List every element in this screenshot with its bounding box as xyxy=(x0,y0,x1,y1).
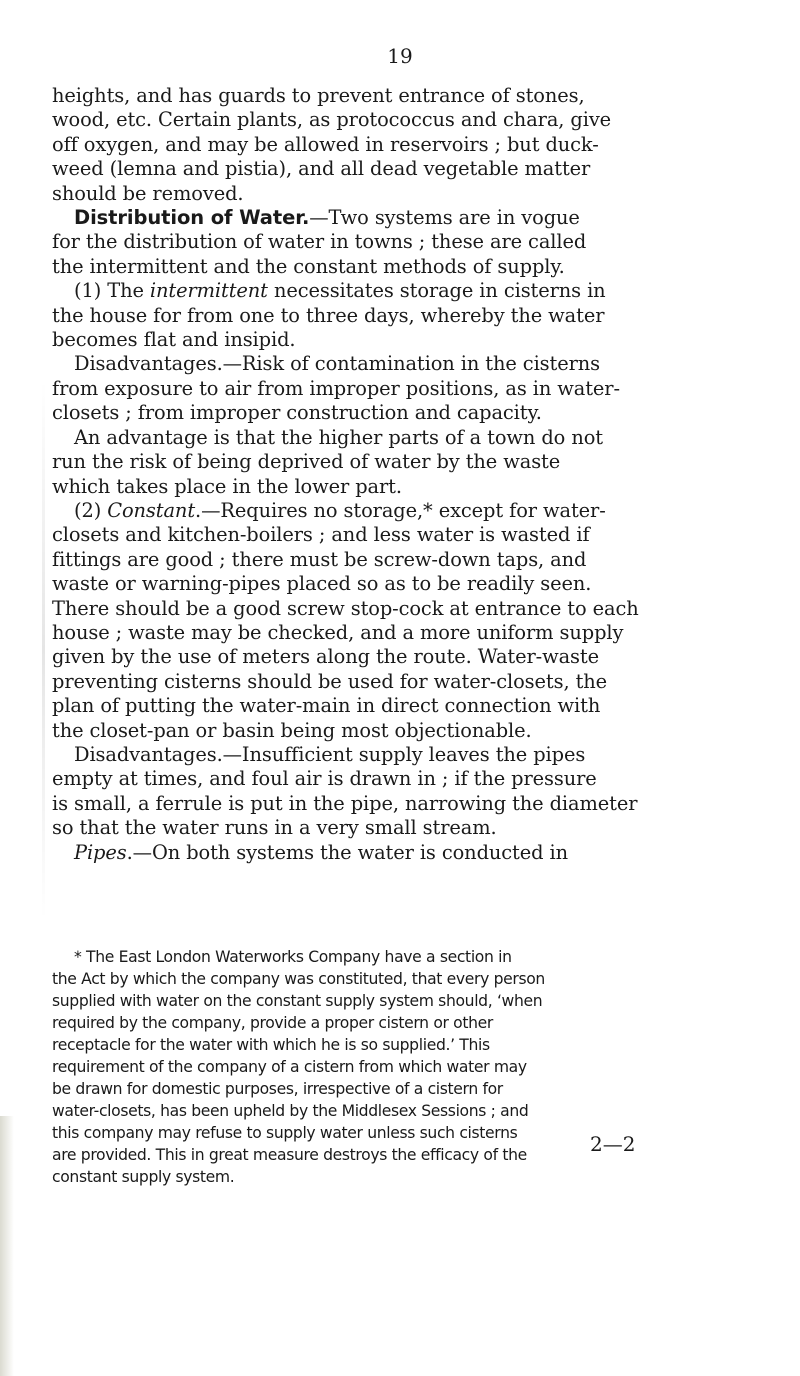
text-line: empty at times, and foul air is drawn in ; if the pressure xyxy=(52,767,597,791)
body-text xyxy=(52,84,758,865)
term-constant: Constant xyxy=(107,498,196,522)
text-line: fittings are good ; there must be screw-down taps, and xyxy=(52,547,587,571)
text-line: from exposure to air from improper positions, as in water- xyxy=(52,376,620,400)
footnote-line: water-closets, has been upheld by the Middlesex Sessions ; and xyxy=(52,1102,529,1120)
text-line: heights, and has guards to prevent entrance of stones, xyxy=(52,84,585,107)
page-edge-shadow xyxy=(0,1116,14,1376)
text-line: weed (lemna and pistia), and all dead vegetable matter xyxy=(52,157,591,181)
footnote-line: this company may refuse to supply water unless such cisterns xyxy=(52,1124,518,1142)
text-line: waste or warning-pipes placed so as to be readily seen. xyxy=(52,572,592,596)
text-line: is small, a ferrule is put in the pipe, narrowing the diameter xyxy=(52,791,638,815)
footnote-line: be drawn for domestic purposes, irrespective of a cistern for xyxy=(52,1080,503,1098)
text-line: Disadvantages.—Insufficient supply leaves the pipes xyxy=(74,742,586,766)
footnote-line: * The East London Waterworks Company have a section in xyxy=(74,948,512,966)
text-line: (2) Constant.—Requires no storage,* except for water- xyxy=(74,498,606,522)
footnote-line: receptacle for the water with which he is so supplied.’ This xyxy=(52,1036,490,1054)
pipes-section xyxy=(52,841,758,865)
term-pipes: Pipes xyxy=(74,840,127,864)
footnote-line: requirement of the company of a cistern from which water may xyxy=(52,1058,527,1076)
signature-mark: 2—2 xyxy=(590,1132,636,1156)
text-line: given by the use of meters along the route. Water-waste xyxy=(52,645,599,669)
text-line: house ; waste may be checked, and a more uniform supply xyxy=(52,620,624,644)
text-line: An advantage is that the higher parts of a town do not xyxy=(74,425,603,449)
text-line: wood, etc. Certain plants, as protococcus and chara, give xyxy=(52,108,612,132)
intro-paragraph xyxy=(52,84,758,206)
section-heading: Distribution of Water. xyxy=(74,206,310,230)
footnote-line: supplied with water on the constant supply system should, ‘when xyxy=(52,992,543,1010)
text-line: the closet-pan or basin being most objectionable. xyxy=(52,718,532,742)
text-line: There should be a good screw stop-cock at entrance to each xyxy=(52,596,639,620)
text-line: closets ; from improper construction and capacity. xyxy=(52,401,542,425)
text-line: so that the water runs in a very small stream. xyxy=(52,816,497,840)
intermittent-section xyxy=(52,279,758,499)
text-line: plan of putting the water-main in direct connection with xyxy=(52,694,601,718)
page-number: 19 xyxy=(387,44,413,68)
footnote xyxy=(52,946,758,1188)
constant-section xyxy=(52,499,758,841)
term-intermittent: intermittent xyxy=(149,279,268,303)
footnote-line: constant supply system. xyxy=(52,1168,235,1186)
margin-shadow xyxy=(42,380,45,920)
text-line: closets and kitchen-boilers ; and less water is wasted if xyxy=(52,523,590,547)
text-line: becomes flat and insipid. xyxy=(52,328,296,352)
footnote-line: the Act by which the company was constituted, that every person xyxy=(52,970,545,988)
footnote-line: are provided. This in great measure destroys the efficacy of the xyxy=(52,1146,527,1164)
text-line: should be removed. xyxy=(52,181,244,205)
text-line: for the distribution of water in towns ; these are called xyxy=(52,230,587,254)
distribution-section xyxy=(52,206,758,279)
text-line: which takes place in the lower part. xyxy=(52,474,402,498)
text-line: the intermittent and the constant methods of supply. xyxy=(52,254,565,278)
text-line: Pipes.—On both systems the water is conducted in xyxy=(74,840,568,864)
text-line: the house for from one to three days, whereby the water xyxy=(52,303,605,327)
text-line: run the risk of being deprived of water by the waste xyxy=(52,450,561,474)
footnote-line: required by the company, provide a proper cistern or other xyxy=(52,1014,493,1032)
text-line: Disadvantages.—Risk of contamination in the cisterns xyxy=(74,352,600,376)
text-line: Distribution of Water.—Two systems are in vogue xyxy=(74,206,580,230)
text-line: (1) The intermittent necessitates storage in cisterns in xyxy=(74,279,606,303)
text-line: preventing cisterns should be used for water-closets, the xyxy=(52,669,608,693)
text-line: off oxygen, and may be allowed in reservoirs ; but duck- xyxy=(52,132,599,156)
